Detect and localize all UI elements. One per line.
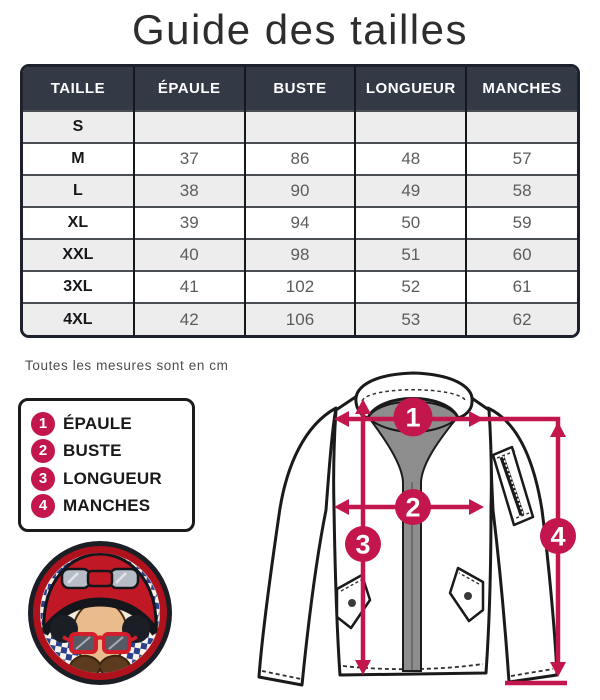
jacket-measurement-diagram — [250, 370, 600, 700]
table-header-row — [23, 67, 577, 111]
value-cell: 49 — [355, 175, 466, 207]
value-cell: 102 — [245, 271, 356, 303]
value-cell: 106 — [245, 303, 356, 335]
table-row-4xl — [23, 303, 577, 335]
value-cell: 50 — [355, 207, 466, 239]
value-cell — [355, 111, 466, 143]
value-cell: 59 — [466, 207, 577, 239]
value-cell: 51 — [355, 239, 466, 271]
legend-item-buste — [31, 439, 182, 463]
table-row-3xl — [23, 271, 577, 303]
value-cell: 40 — [134, 239, 245, 271]
table-row-l — [23, 175, 577, 207]
marker-number-4: 4 — [550, 521, 566, 552]
value-cell: 94 — [245, 207, 356, 239]
legend-label-manches: MANCHES — [63, 495, 151, 515]
size-table — [20, 64, 580, 338]
size-cell: M — [23, 143, 134, 175]
left-sleeve — [259, 408, 336, 685]
marker-number-1: 1 — [405, 402, 421, 433]
legend-item-longueur — [31, 467, 182, 491]
col-header-longueur: LONGUEUR — [355, 67, 466, 111]
value-cell: 53 — [355, 303, 466, 335]
col-header-taille: TAILLE — [23, 67, 134, 111]
value-cell: 39 — [134, 207, 245, 239]
size-table-grid — [23, 67, 577, 335]
value-cell: 60 — [466, 239, 577, 271]
value-cell: 37 — [134, 143, 245, 175]
size-cell: L — [23, 175, 134, 207]
table-row-xxl — [23, 239, 577, 271]
legend-item-manches — [31, 494, 182, 518]
value-cell: 57 — [466, 143, 577, 175]
col-header-epaule: ÉPAULE — [134, 67, 245, 111]
table-row-xl — [23, 207, 577, 239]
snap-button-right — [464, 592, 472, 600]
value-cell — [134, 111, 245, 143]
value-cell — [466, 111, 577, 143]
value-cell: 41 — [134, 271, 245, 303]
value-cell: 42 — [134, 303, 245, 335]
legend-item-epaule — [31, 412, 182, 436]
size-cell: S — [23, 111, 134, 143]
page-title: Guide des tailles — [131, 6, 468, 53]
table-row-m — [23, 143, 577, 175]
marker-number-2: 2 — [405, 492, 421, 523]
value-cell: 90 — [245, 175, 356, 207]
value-cell: 86 — [245, 143, 356, 175]
legend-label-longueur: LONGUEUR — [63, 468, 162, 488]
size-cell: 4XL — [23, 303, 134, 335]
value-cell: 61 — [466, 271, 577, 303]
value-cell: 52 — [355, 271, 466, 303]
legend-number-badge-1: 1 — [31, 412, 55, 436]
legend-number-badge-4: 4 — [31, 494, 55, 518]
value-cell: 58 — [466, 175, 577, 207]
size-cell: XL — [23, 207, 134, 239]
measurement-legend — [18, 398, 195, 532]
value-cell — [245, 111, 356, 143]
biker-mascot-logo — [20, 533, 180, 693]
size-cell: 3XL — [23, 271, 134, 303]
size-cell: XXL — [23, 239, 134, 271]
legend-label-buste: BUSTE — [63, 441, 122, 461]
legend-number-badge-2: 2 — [31, 439, 55, 463]
legend-number-badge-3: 3 — [31, 467, 55, 491]
value-cell: 98 — [245, 239, 356, 271]
table-row-s — [23, 111, 577, 143]
value-cell: 48 — [355, 143, 466, 175]
value-cell: 62 — [466, 303, 577, 335]
marker-number-3: 3 — [355, 529, 371, 560]
snap-button-left — [348, 599, 356, 607]
legend-label-epaule: ÉPAULE — [63, 414, 132, 434]
measurement-note: Toutes les mesures sont en cm — [25, 358, 229, 373]
value-cell: 38 — [134, 175, 245, 207]
col-header-buste: BUSTE — [245, 67, 356, 111]
col-header-manches: MANCHES — [466, 67, 577, 111]
